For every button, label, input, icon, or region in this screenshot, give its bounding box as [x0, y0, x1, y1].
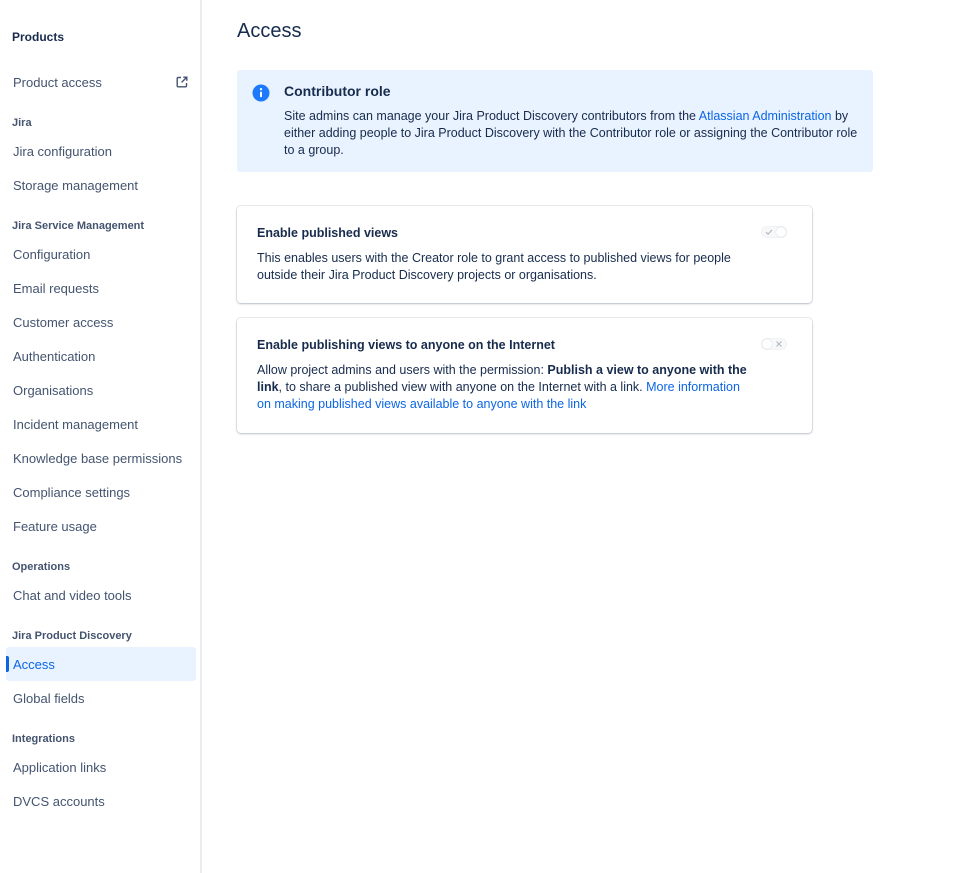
info-icon [252, 84, 270, 102]
banner-text [284, 108, 862, 159]
atlassian-administration-link[interactable]: Atlassian Administration [698, 109, 832, 123]
more-information-link[interactable]: More information on making published views available to anyone with the link [257, 380, 740, 411]
published-views-toggle[interactable] [761, 226, 787, 238]
sidebar-item-customer-access[interactable]: Customer access [13, 314, 114, 330]
published-views-card [237, 206, 812, 303]
sidebar [0, 0, 202, 873]
check-icon [765, 228, 773, 236]
jsm-heading: Jira Service Management [12, 220, 145, 232]
page-title: Access [237, 20, 302, 42]
toggle-knob [762, 339, 772, 349]
banner-title: Contributor role [284, 83, 391, 99]
sidebar-item-chat-and-video-tools[interactable]: Chat and video tools [13, 587, 132, 603]
contributor-role-banner [237, 70, 873, 172]
publish-to-anyone-toggle[interactable] [761, 338, 787, 350]
banner-text-part: Site admins can manage your Jira Product Discovery contributors from the [284, 109, 699, 123]
publish-to-anyone-card [237, 318, 812, 433]
external-link-icon [175, 75, 189, 89]
sidebar-item-authentication[interactable]: Authentication [13, 348, 96, 364]
sidebar-item-jira-configuration[interactable]: Jira configuration [13, 143, 112, 159]
card-text-part: Allow project admins and users with the permission: [257, 363, 548, 377]
card-text-part: , to share a published view with anyone on the Internet with a link. [278, 380, 647, 394]
jpd-heading: Jira Product Discovery [12, 630, 132, 642]
sidebar-item-application-links[interactable]: Application links [13, 759, 107, 775]
sidebar-item-label: Product access [13, 74, 102, 90]
integrations-heading: Integrations [12, 733, 75, 745]
sidebar-item-dvcs-accounts[interactable]: DVCS accounts [13, 793, 105, 809]
sidebar-item-incident-management[interactable]: Incident management [13, 416, 139, 432]
sidebar-item-compliance-settings[interactable]: Compliance settings [13, 484, 131, 500]
sidebar-item-access[interactable]: Access [6, 647, 196, 681]
card-description: This enables users with the Creator role to grant access to published views for people outside their Jira Product Discovery projects or organisations. [257, 251, 731, 282]
toggle-knob [776, 227, 786, 237]
permission-name: Publish a view to anyone with the link [257, 363, 747, 394]
sidebar-item-organisations[interactable]: Organisations [13, 382, 94, 398]
card-title: Enable published views [257, 226, 399, 240]
products-heading: Products [12, 30, 65, 44]
card-description [257, 362, 757, 413]
sidebar-item-storage-management[interactable]: Storage management [13, 177, 139, 193]
banner-text-part: by either adding people to Jira Product Discovery with the Contributor role or assigning the Contributor role to a group. [284, 109, 858, 157]
sidebar-item-configuration[interactable]: Configuration [13, 246, 91, 262]
sidebar-item-knowledge-base-permissions[interactable]: Knowledge base permissions [13, 450, 183, 466]
sidebar-item-global-fields[interactable]: Global fields [13, 690, 85, 706]
sidebar-item-product-access[interactable] [6, 65, 196, 99]
jira-heading: Jira [12, 117, 32, 129]
card-title: Enable publishing views to anyone on the Internet [257, 338, 555, 352]
sidebar-item-feature-usage[interactable]: Feature usage [13, 518, 97, 534]
cross-icon [775, 340, 783, 348]
operations-heading: Operations [12, 561, 71, 573]
sidebar-item-email-requests[interactable]: Email requests [13, 280, 99, 296]
